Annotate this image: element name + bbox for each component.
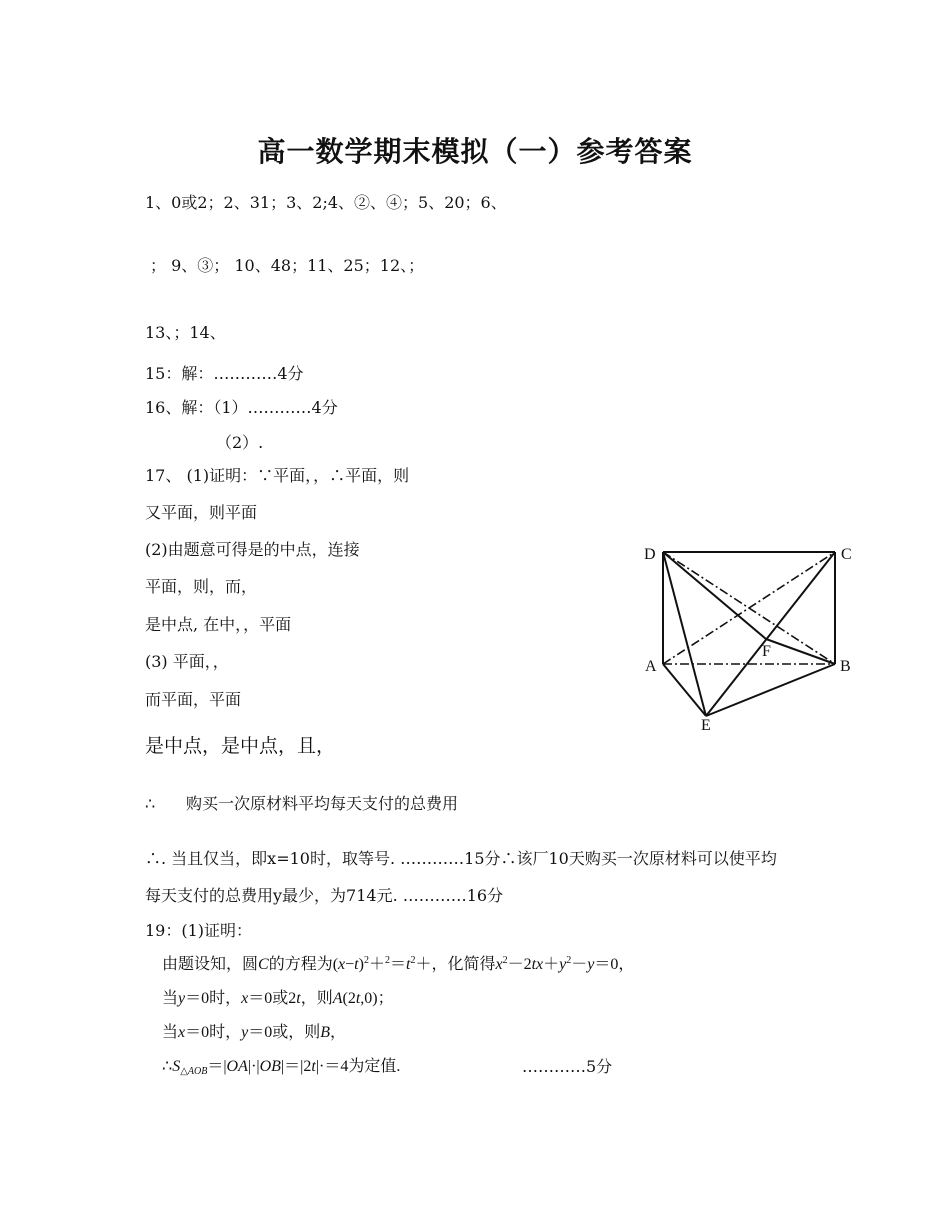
answer-line-1: 1、0或2；2、31；3、2;4、②、④；5、20；6、: [145, 193, 507, 212]
answer-18-cost: 购买一次原材料平均每天支付的总费用: [186, 794, 459, 813]
answer-17-line5: 是中点, 在中，，平面: [145, 615, 292, 634]
answer-17-line4: 平面，则，而，: [145, 577, 258, 596]
page-title: 高一数学期末模拟（一）参考答案: [257, 135, 693, 168]
label-f: F: [762, 643, 771, 660]
answer-19-point-b: 当x＝0时，y＝0或，则B，: [162, 1024, 347, 1041]
label-a: A: [645, 658, 657, 675]
dashed-edges: [663, 552, 835, 664]
edge-ce: [706, 552, 835, 716]
solid-edges: [663, 552, 835, 716]
answer-19: 19：(1)证明：: [145, 921, 253, 940]
geometry-figure: [636, 540, 866, 740]
answer-17-part3: (3) 平面，，: [145, 652, 229, 671]
answer-19-point-a: 当y＝0时，x＝0或2t，则A(2t,0)；: [162, 990, 394, 1007]
answer-19-area: $\therefore S_{\triangle AOB}=|OA|\cdot|OB|=|2t|\cdot=4$为定值.: [162, 1058, 401, 1077]
answer-19-score: …………5分: [522, 1057, 613, 1076]
answer-19-circle-equation: 由题设知，圆C的方程为$(x-t)^2+^2=t^2+$，化简得$x^2-2tx+y^2-y=0$，: [162, 955, 635, 973]
edge-fb: [766, 639, 835, 664]
answer-18-therefore: ∴: [145, 794, 156, 813]
answer-17-line2: 又平面，则平面: [145, 503, 258, 522]
answer-17-line8: 是中点，是中点，且，: [145, 735, 336, 757]
label-b: B: [840, 658, 851, 675]
answer-line-2: ； 9、③； 10、48；11、25；12、；: [150, 256, 425, 275]
answer-17-line7: 而平面，平面: [145, 690, 242, 709]
label-c: C: [841, 546, 852, 563]
answer-16: 16、解：（1）…………4分: [145, 398, 338, 417]
label-d: D: [644, 546, 656, 563]
answer-line-3: 13、；14、: [145, 323, 226, 342]
answer-18-line2: ∴. 当且仅当，即x=10时，取等号. …………15分∴该厂10天购买一次原材料可以使平均: [145, 849, 777, 868]
edge-df: [663, 552, 766, 639]
answer-17: 17、 (1)证明：∵平面，，∴平面，则: [145, 466, 410, 485]
answer-17-part2: (2)由题意可得是的中点，连接: [145, 540, 360, 559]
answer-16-part2: （2）.: [216, 433, 264, 452]
label-e: E: [701, 717, 711, 734]
answer-15: 15：解：…………4分: [145, 364, 304, 383]
answer-18-line3: 每天支付的总费用y最少，为714元. …………16分: [145, 886, 504, 905]
